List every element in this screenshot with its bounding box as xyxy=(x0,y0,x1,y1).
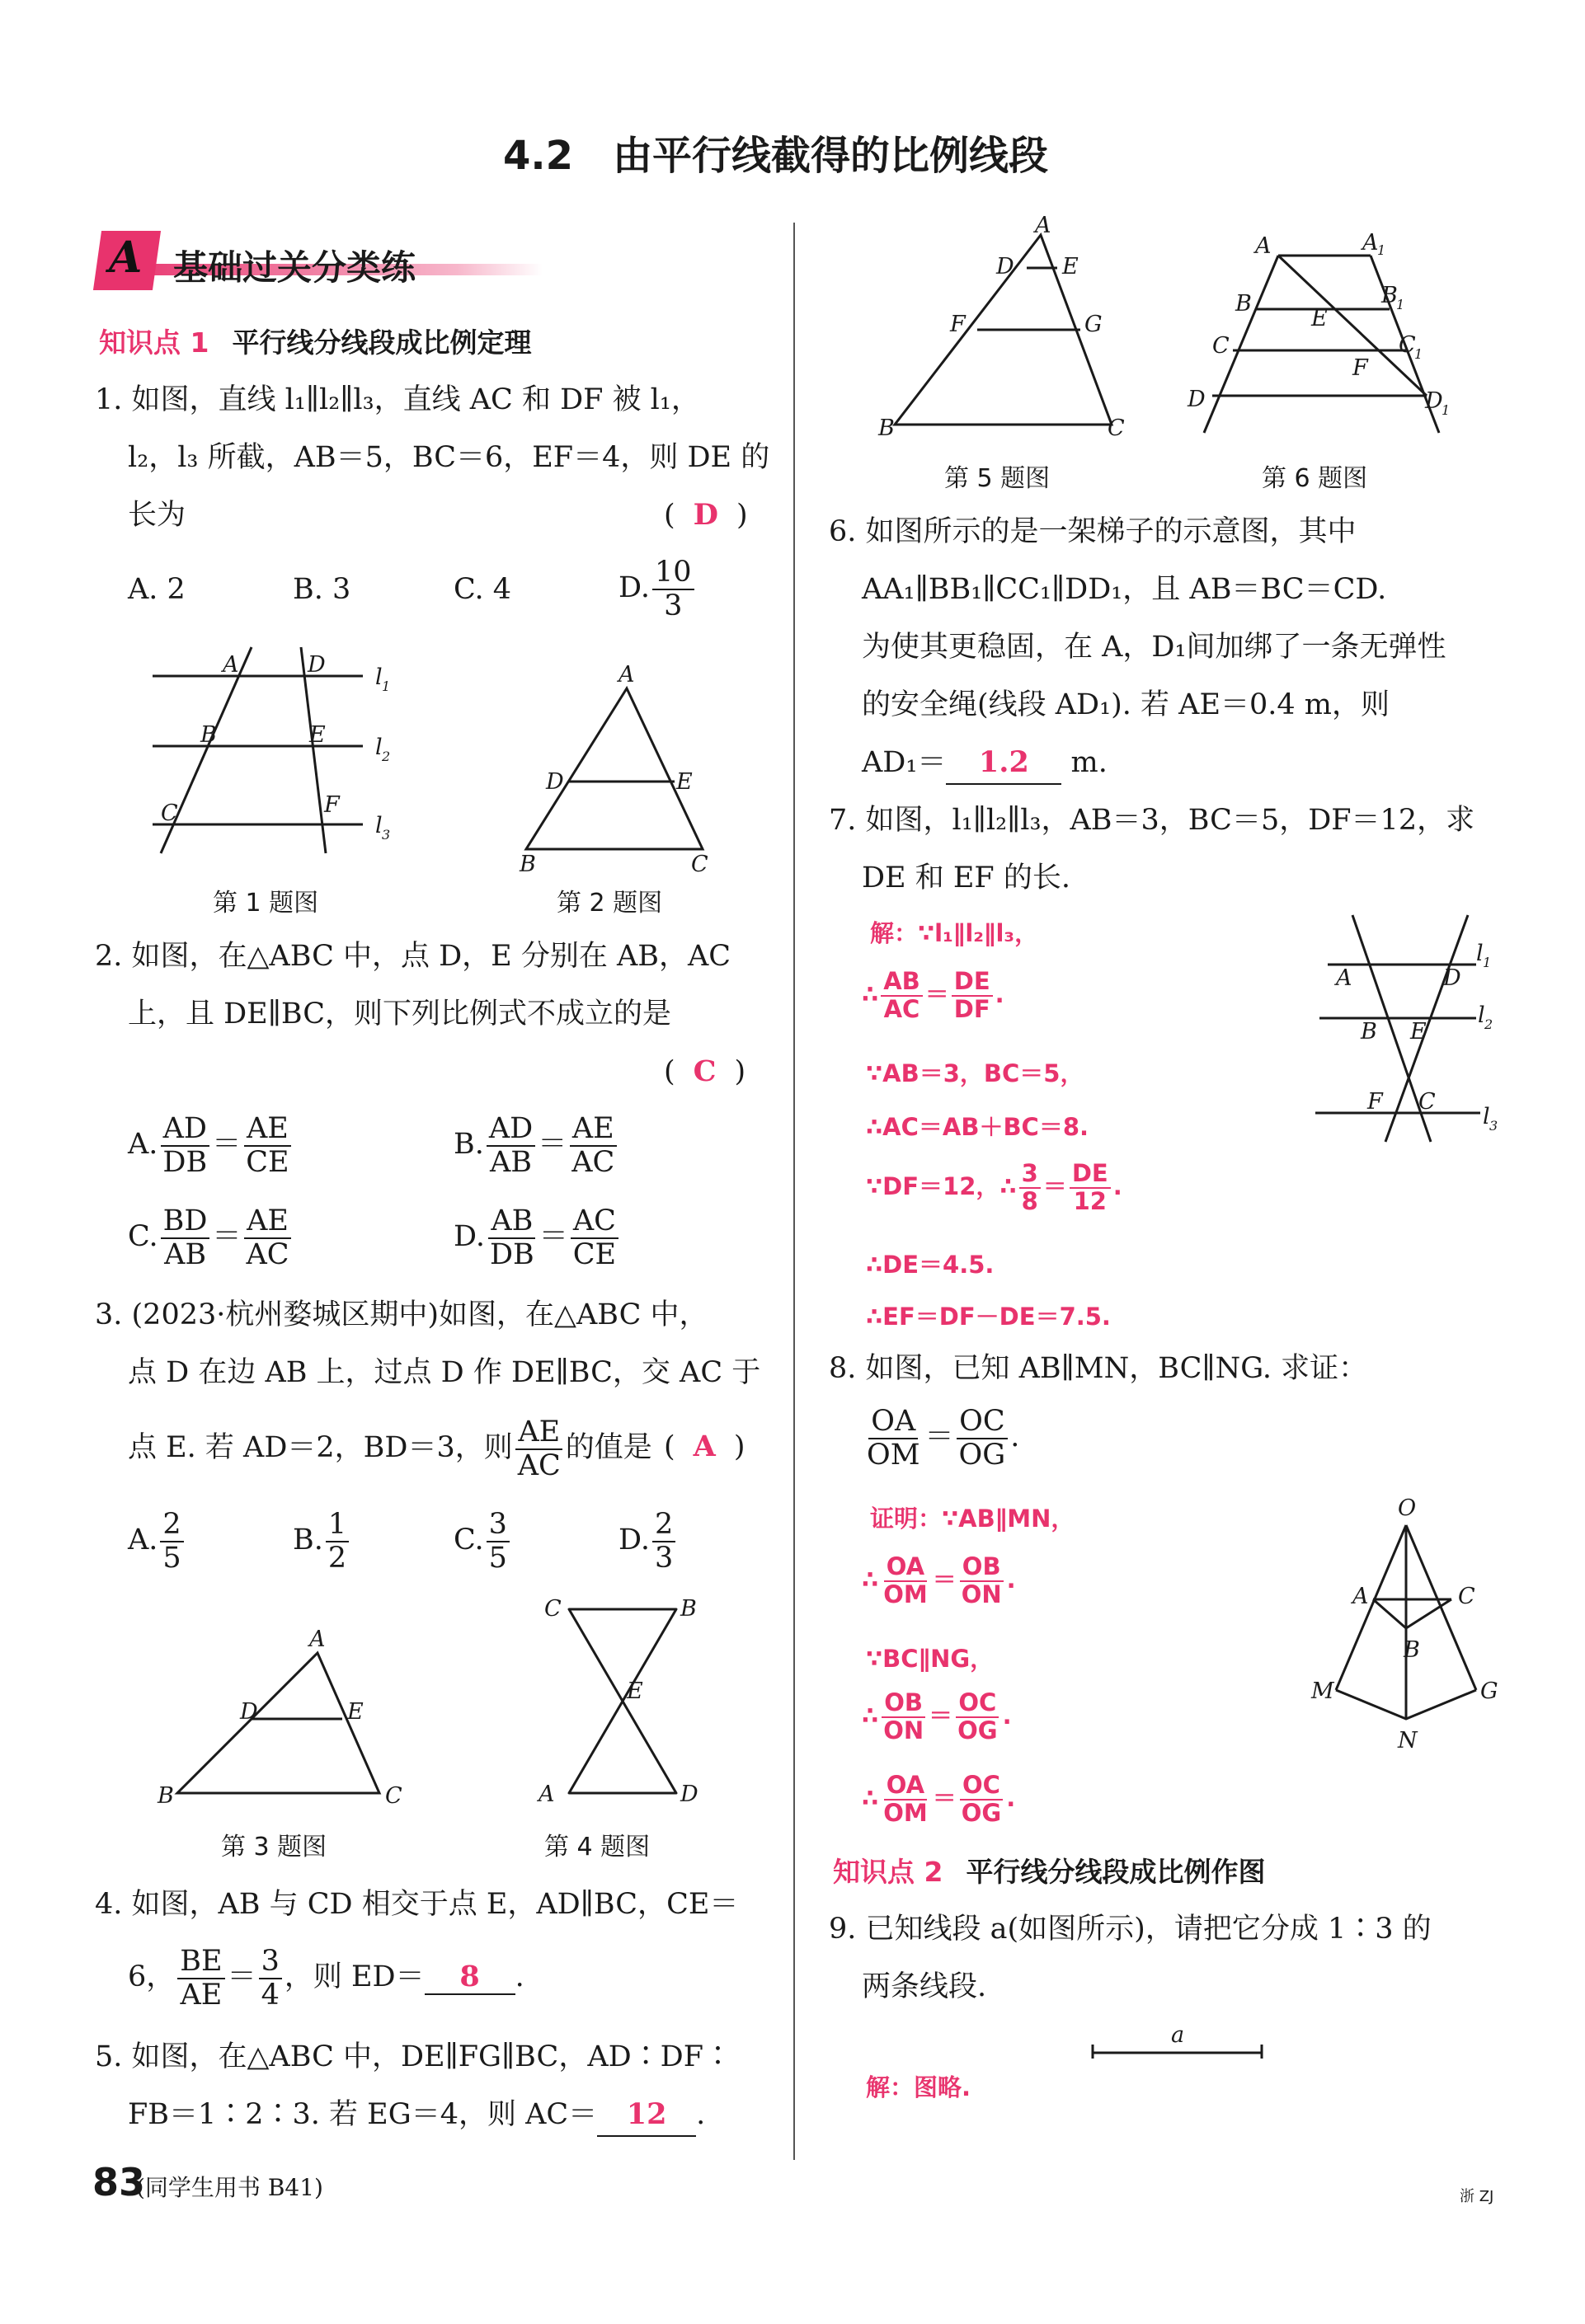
q6-answer: 1.2 xyxy=(946,742,1061,785)
svg-text:A: A xyxy=(1035,213,1051,238)
kp-tag: 知识点 1 xyxy=(99,326,209,359)
svg-text:F: F xyxy=(1352,355,1368,381)
figure-6-caption: 第 6 题图 xyxy=(1262,464,1368,493)
svg-text:E: E xyxy=(309,722,326,748)
svg-text:G: G xyxy=(1480,1678,1498,1704)
svg-text:B: B xyxy=(158,1783,174,1809)
q7-solution-3: ∵AB＝3，BC＝5， xyxy=(866,1059,1084,1087)
figure-5 xyxy=(874,213,1138,445)
figure-3-caption: 第 3 题图 xyxy=(221,1833,327,1862)
kp-name: 平行线分线段成比例作图 xyxy=(966,1856,1266,1888)
svg-text:N: N xyxy=(1398,1728,1418,1754)
svg-text:l: l xyxy=(375,735,383,760)
q9-solution: 解：图略. xyxy=(866,2073,971,2101)
svg-text:A: A xyxy=(618,662,635,688)
svg-text:A: A xyxy=(1336,965,1352,991)
q7-solution-2: ∴ $\frac{AB}{AC}$ ＝ $\frac{DE}{DF}$ . xyxy=(862,967,1004,1023)
q9-line1: 9. 已知线段 a(如图所示)，请把它分成 1∶3 的 xyxy=(829,1913,1432,1946)
segment-a-label: a xyxy=(1171,2022,1185,2048)
q7-line2: DE 和 EF 的长. xyxy=(862,862,1070,894)
svg-text:1: 1 xyxy=(1414,346,1423,362)
q2-option-a: A. $\frac{AD}{DB}$ ＝ $\frac{AE}{CE}$ xyxy=(128,1113,294,1178)
svg-text:1: 1 xyxy=(382,678,391,694)
answer-value: C xyxy=(693,1054,717,1088)
q3-line1: 3. (2023·杭州婺城区期中)如图，在△ABC 中， xyxy=(95,1298,708,1331)
svg-text:A: A xyxy=(539,1782,555,1807)
svg-text:E: E xyxy=(1062,254,1079,279)
q2-line2: 上，且 DE∥BC，则下列比例式不成立的是 xyxy=(128,998,672,1031)
q6-line4: 的安全绳(线段 AD₁). 若 AE＝0.4 m，则 xyxy=(862,688,1390,721)
svg-text:D: D xyxy=(680,1782,698,1807)
kp-name: 平行线分线段成比例定理 xyxy=(232,326,532,359)
figure-2 xyxy=(511,662,726,877)
q4-line2: 6， $\frac{BE}{AE}$ ＝ $\frac{3}{4}$ ，则 ED＝ 8 . xyxy=(128,1945,524,2012)
q2-option-c: C. $\frac{BD}{AB}$ ＝ $\frac{AE}{AC}$ xyxy=(128,1205,294,1270)
svg-text:C: C xyxy=(161,800,178,826)
figure-6 xyxy=(1188,230,1460,433)
svg-text:B: B xyxy=(1381,283,1398,308)
q3-line3: 点 E. 若 AD＝2，BD＝3，则 $\frac{AE}{AC}$ 的值是 xyxy=(128,1416,652,1482)
svg-text:C: C xyxy=(1458,1584,1475,1609)
q3-option-a: A. $\frac{2}{5}$ xyxy=(128,1509,186,1574)
q2-line1: 2. 如图，在△ABC 中，点 D，E 分别在 AB，AC xyxy=(95,940,731,973)
svg-text:D: D xyxy=(1188,387,1206,412)
svg-text:B: B xyxy=(200,722,217,748)
svg-text:3: 3 xyxy=(382,827,391,843)
svg-text:B: B xyxy=(1235,291,1252,317)
q5-answer: 12 xyxy=(597,2094,696,2137)
svg-text:C: C xyxy=(385,1783,402,1809)
svg-text:B: B xyxy=(1404,1637,1420,1663)
svg-text:2: 2 xyxy=(382,749,391,764)
q5-line1: 5. 如图，在△ABC 中，DE∥FG∥BC，AD∶DF∶ xyxy=(95,2040,733,2073)
knowledge-point-1 xyxy=(99,322,531,360)
q3-option-d: D. $\frac{2}{3}$ xyxy=(618,1509,678,1574)
q8-proof-3: ∵BC∥NG， xyxy=(866,1645,995,1673)
q2-answer: ( C ) xyxy=(664,1054,746,1088)
svg-text:C: C xyxy=(1212,333,1230,359)
q1-line1: 1. 如图，直线 l₁∥l₂∥l₃，直线 AC 和 DF 被 l₁， xyxy=(95,383,700,416)
q1-line2: l₂，l₃ 所截，AB＝5，BC＝6，EF＝4，则 DE 的 xyxy=(128,441,770,474)
svg-text:D: D xyxy=(240,1699,258,1725)
q1-answer: ( D ) xyxy=(664,498,748,532)
section-label: 基础过关分类练 xyxy=(173,247,416,288)
q4-line1: 4. 如图，AB 与 CD 相交于点 E，AD∥BC，CE＝ xyxy=(95,1888,739,1921)
svg-text:l: l xyxy=(375,664,383,690)
svg-text:l: l xyxy=(1478,1002,1485,1028)
svg-text:M: M xyxy=(1311,1678,1334,1704)
svg-text:F: F xyxy=(324,792,340,818)
column-divider xyxy=(793,223,795,2160)
section-header xyxy=(97,231,534,298)
svg-text:F: F xyxy=(1367,1089,1383,1115)
q8-line1: 8. 如图，已知 AB∥MN，BC∥NG. 求证： xyxy=(829,1352,1368,1385)
q7-solution-5: ∵DF＝12，∴ $\frac{3}{8}$ ＝ $\frac{DE}{12}$ . xyxy=(866,1159,1122,1215)
q8-proof-5: ∴ $\frac{OA}{OM}$ ＝ $\frac{OC}{OG}$ . xyxy=(862,1771,1016,1827)
svg-text:1: 1 xyxy=(1483,955,1492,970)
svg-text:C: C xyxy=(1399,332,1416,358)
svg-text:E: E xyxy=(347,1699,364,1725)
q2-option-b: B. $\frac{AD}{AB}$ ＝ $\frac{AE}{AC}$ xyxy=(454,1113,619,1178)
svg-text:F: F xyxy=(950,312,966,337)
svg-text:2: 2 xyxy=(1484,1016,1493,1032)
svg-text:1: 1 xyxy=(1377,242,1386,258)
q1-option-b: B. 3 xyxy=(293,573,351,606)
svg-text:l: l xyxy=(1476,941,1484,966)
figure-1 xyxy=(144,643,408,882)
q8-proof-2: ∴ $\frac{OA}{OM}$ ＝ $\frac{OB}{ON}$ . xyxy=(862,1552,1016,1608)
q3-line2: 点 D 在边 AB 上，过点 D 作 DE∥BC，交 AC 于 xyxy=(128,1356,761,1389)
kp-tag: 知识点 2 xyxy=(833,1856,943,1888)
figure-7 xyxy=(1303,911,1517,1158)
q6-line3: 为使其更稳固，在 A，D₁间加绑了一条无弹性 xyxy=(862,631,1446,664)
q4-answer: 8 xyxy=(425,1960,515,1995)
answer-value: D xyxy=(693,498,719,532)
svg-text:D: D xyxy=(996,254,1014,279)
svg-text:C: C xyxy=(544,1596,562,1622)
q3-answer: ( A ) xyxy=(664,1430,745,1463)
svg-text:3: 3 xyxy=(1489,1118,1498,1134)
svg-text:B: B xyxy=(878,416,895,441)
svg-text:A: A xyxy=(309,1627,326,1652)
svg-text:E: E xyxy=(627,1678,643,1704)
fraction: $\frac{10}{3}$ xyxy=(652,556,694,622)
svg-text:1: 1 xyxy=(1396,297,1405,312)
figure-4-caption: 第 4 题图 xyxy=(544,1833,651,1862)
svg-text:E: E xyxy=(1311,306,1328,331)
svg-text:B: B xyxy=(680,1596,697,1622)
svg-text:E: E xyxy=(1410,1019,1427,1045)
q7-solution-6: ∴DE＝4.5. xyxy=(866,1251,995,1279)
answer-value: A xyxy=(693,1430,716,1463)
page-title: 4.2 由平行线截得的比例线段 xyxy=(503,133,1049,179)
figure-4 xyxy=(507,1596,722,1807)
figure-3 xyxy=(153,1628,408,1810)
svg-text:E: E xyxy=(676,769,693,795)
q2-option-d: D. $\frac{AB}{DB}$ ＝ $\frac{AC}{CE}$ xyxy=(454,1205,621,1270)
q8-proof-1: 证明：∵AB∥MN， xyxy=(870,1505,1075,1533)
svg-text:A: A xyxy=(1362,230,1379,256)
q3-option-b: B. $\frac{1}{2}$ xyxy=(293,1509,351,1574)
figure-1-caption: 第 1 题图 xyxy=(213,889,319,918)
q8-proof-4: ∴ $\frac{OB}{ON}$ ＝ $\frac{OC}{OG}$ . xyxy=(862,1688,1012,1744)
svg-text:G: G xyxy=(1084,312,1103,337)
q6-line2: AA₁∥BB₁∥CC₁∥DD₁，且 AB＝BC＝CD. xyxy=(862,573,1387,606)
q6-line1: 6. 如图所示的是一架梯子的示意图，其中 xyxy=(829,515,1357,548)
page-number: 83 xyxy=(92,2160,146,2204)
q1-option-a: A. 2 xyxy=(128,573,186,606)
q7-solution-1: 解：∵l₁∥l₂∥l₃， xyxy=(870,919,1039,947)
q9-line2: 两条线段. xyxy=(862,1970,987,2003)
svg-text:l: l xyxy=(375,813,383,838)
svg-text:C: C xyxy=(1418,1089,1436,1115)
svg-text:D: D xyxy=(308,652,326,678)
q3-option-c: C. $\frac{3}{5}$ xyxy=(454,1509,512,1574)
q1-option-c: C. 4 xyxy=(454,573,512,606)
q1-option-d: D. $\frac{10}{3}$ xyxy=(618,556,697,622)
q8-line2: $\frac{OA}{OM}$ ＝ $\frac{OC}{OG}$ . xyxy=(867,1405,1020,1472)
footer-edition: 浙 ZJ xyxy=(1460,2188,1494,2205)
q7-solution-4: ∴AC＝AB＋BC＝8. xyxy=(866,1113,1089,1141)
q7-solution-7: ∴EF＝DF－DE＝7.5. xyxy=(866,1303,1111,1331)
svg-text:A: A xyxy=(1352,1584,1369,1609)
svg-text:A: A xyxy=(1255,233,1272,259)
figure-5-caption: 第 5 题图 xyxy=(944,464,1051,493)
svg-text:C: C xyxy=(691,852,708,877)
q5-line2: FB＝1∶2∶3. 若 EG＝4，则 AC＝ 12 . xyxy=(128,2086,705,2143)
svg-text:B: B xyxy=(520,852,536,877)
svg-text:l: l xyxy=(1483,1104,1490,1129)
section-letter: A xyxy=(109,232,143,283)
footer-ref: (同学生用书 B41) xyxy=(136,2174,323,2201)
knowledge-point-2 xyxy=(833,1851,1265,1890)
svg-text:C: C xyxy=(1108,416,1125,441)
segment-a xyxy=(1089,2024,1270,2065)
svg-text:1: 1 xyxy=(1442,402,1451,418)
figure-8 xyxy=(1311,1495,1509,1756)
svg-text:D: D xyxy=(1425,388,1443,414)
figure-2-caption: 第 2 题图 xyxy=(557,889,663,918)
svg-text:O: O xyxy=(1398,1495,1417,1521)
svg-text:D: D xyxy=(546,769,564,795)
q6-line5: AD₁＝ 1.2 m. xyxy=(862,734,1108,791)
q7-line1: 7. 如图，l₁∥l₂∥l₃，AB＝3，BC＝5，DF＝12，求 xyxy=(829,804,1475,837)
svg-text:B: B xyxy=(1361,1019,1377,1045)
svg-text:D: D xyxy=(1443,965,1461,991)
q1-line3: 长为 xyxy=(128,499,186,532)
svg-text:A: A xyxy=(223,652,239,678)
